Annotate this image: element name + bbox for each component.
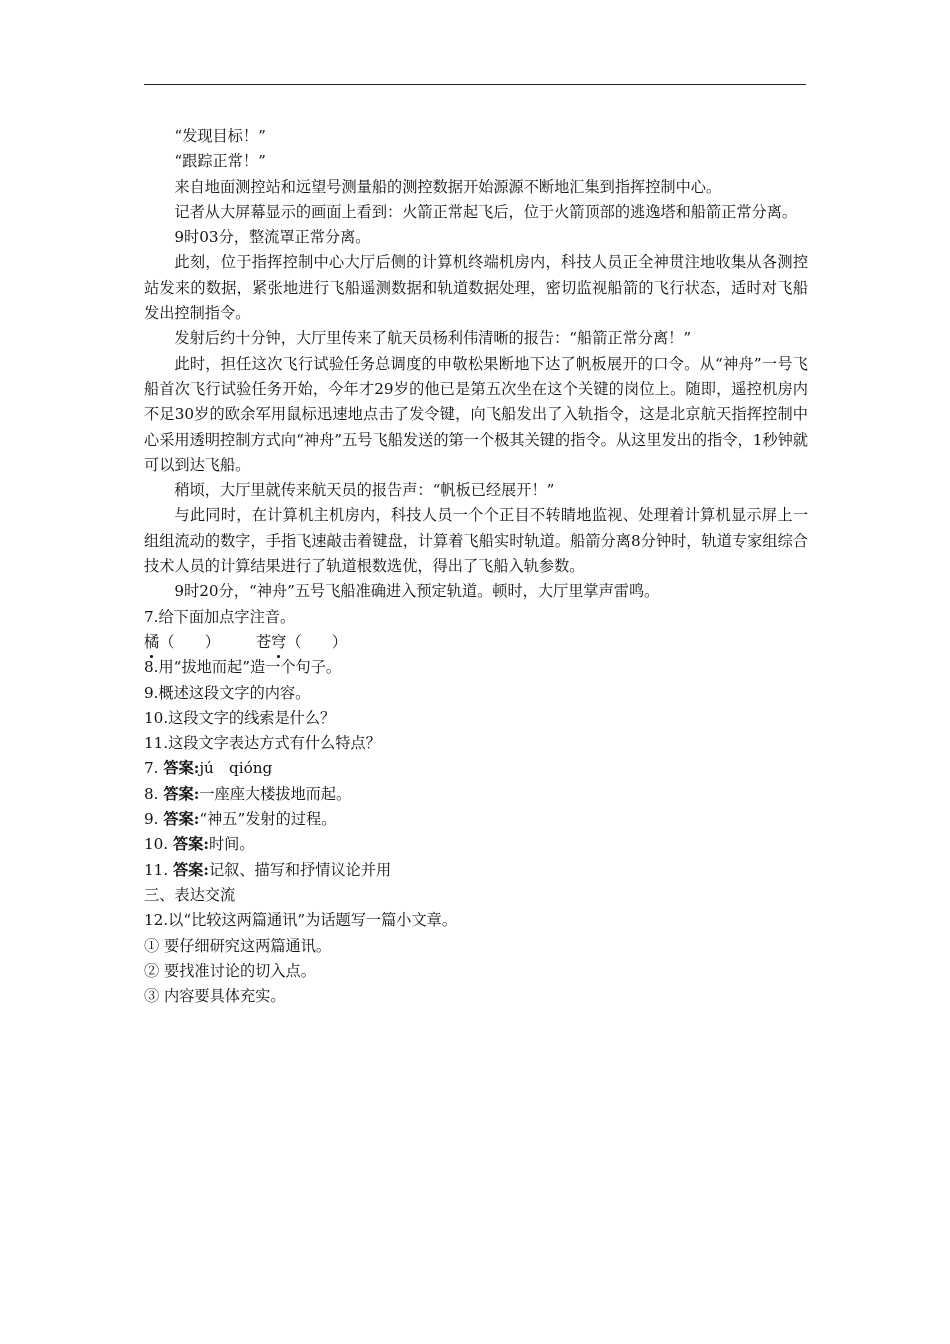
answer-text: jú qióng [199, 759, 273, 778]
paragraph: “跟踪正常！” [174, 152, 266, 171]
question-7-items [144, 630, 808, 655]
answer-number: 10. [144, 835, 169, 854]
answer-11 [144, 858, 808, 883]
paragraph: 此刻，位于指挥控制中心大厅后侧的计算机终端机房内，科技人员正全神贯注地收集从各测控站发来的数据，紧张地进行飞船遥测数据和轨道数据处理，密切监视船箭的飞行状态，适时对飞船发出控制指令。 [144, 253, 808, 323]
answer-text: “神五”发射的过程。 [199, 810, 337, 829]
paragraph: 来自地面测控站和远望号测量船的测控数据开始源源不断地汇集到指挥控制中心。 [174, 177, 722, 196]
paragraph: 记者从大屏幕显示的画面上看到：火箭正常起飞后，位于火箭顶部的逃逸塔和船箭正常分离。 [174, 202, 798, 221]
answer-number: 11. [144, 860, 169, 879]
paragraph: 此时，担任这次飞行试验任务总调度的申敬松果断地下达了帆板展开的口令。从“神舟”一号飞船首次飞行试验任务开始，今年才29岁的他已是第五次坐在这个关键的岗位上。随即，遥控机房内不足30岁的欧余军用鼠标迅速地点击了发令键，向飞船发出了入轨指令，这是北京航天指挥控制中心采用透明控制方式向“神舟”五号飞船发送的第一个极其关键的指令。从这里发出的指令，1秒钟就可以到达飞船。 [144, 354, 808, 474]
answer-number: 7. [144, 759, 159, 778]
answer-7 [144, 756, 808, 781]
answer-label: 答案: [163, 759, 200, 778]
paragraph: “发现目标！” [174, 127, 266, 145]
answer-blank: （ ） [286, 632, 348, 651]
answer-label: 答案: [172, 835, 209, 854]
answer-text: 记叙、描写和抒情议论并用 [208, 860, 392, 879]
answer-number: 9. [144, 810, 159, 829]
answer-text: 时间。 [208, 835, 255, 854]
paragraph: 稍顷，大厅里就传来航天员的报告声：“帆板已经展开！” [174, 481, 555, 500]
question-9: 9.概述这段文字的内容。 [144, 683, 311, 702]
document-body [144, 124, 808, 1009]
paragraph: 9时03分，整流罩正常分离。 [174, 228, 371, 247]
question-8: 8.用“拔地而起”造一个句子。 [144, 658, 342, 677]
plain-char: 苍 [255, 632, 272, 651]
answer-8 [144, 782, 808, 807]
dotted-char: 穹 [271, 630, 286, 655]
question-11: 11.这段文字表达方式有什么特点？ [144, 734, 381, 753]
answer-text: 一座座大楼拔地而起。 [199, 784, 352, 803]
section-heading: 三、表达交流 [144, 885, 236, 904]
question-12: 12.以“比较这两篇通讯”为话题写一篇小文章。 [144, 911, 458, 930]
paragraph: 发射后约十分钟，大厅里传来了航天员杨利伟清晰的报告：“船箭正常分离！” [174, 329, 692, 348]
paragraph: 与此同时，在计算机主机房内，科技人员一个个正目不转睛地监视、处理着计算机显示屏上一组组流动的数字，手指飞速敲击着键盘，计算着飞船实时轨道。船箭分离8分钟时，轨道专家组综合技术人员的计算结果进行了轨道根数选优，得出了飞船入轨参数。 [144, 506, 808, 576]
list-item: ③ 内容要具体充实。 [144, 987, 286, 1006]
list-item: ① 要仔细研究这两篇通讯。 [144, 936, 332, 955]
header-rule [144, 84, 806, 85]
list-item: ② 要找准讨论的切入点。 [144, 961, 316, 980]
answer-blank: （ ） [159, 632, 220, 651]
question-7: 7.给下面加点字注音。 [144, 607, 296, 626]
answer-label: 答案: [163, 810, 200, 829]
answer-9 [144, 807, 808, 832]
answer-10 [144, 832, 808, 857]
paragraph: 9时20分，“神舟”五号飞船准确进入预定轨道。顿时，大厅里掌声雷鸣。 [174, 582, 660, 601]
answer-label: 答案: [163, 784, 200, 803]
dotted-char: 橘 [144, 630, 159, 655]
question-10: 10.这段文字的线索是什么？ [144, 708, 336, 727]
answer-number: 8. [144, 784, 159, 803]
answer-label: 答案: [172, 860, 209, 879]
